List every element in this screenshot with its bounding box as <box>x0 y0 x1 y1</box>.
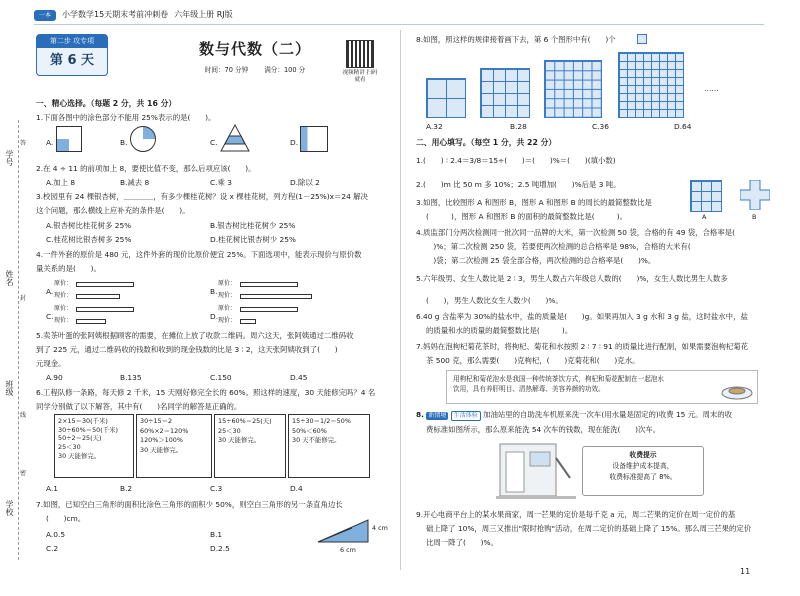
fill-question-5-line1: 5.六年级男、女生人数比是 2 ∶ 3，男生人数占六年级总人数的( )%，女生人数比男生人数多 <box>416 274 728 283</box>
q8-pattern-figure <box>618 52 684 118</box>
grade-label: 六年级上册 RJ版 <box>174 10 233 19</box>
q8-pattern-figure <box>544 60 602 118</box>
margin-mark: 答 <box>20 140 27 147</box>
q8-option-c[interactable]: C.36 <box>592 122 609 131</box>
q6-card2-line: 30÷15＝2 <box>140 417 173 425</box>
q6-card3-line: 15÷60%＝25(天) <box>218 417 272 425</box>
q4c-original-label: 原价： <box>54 305 73 312</box>
stage-step: 第二步 攻专项 <box>37 35 107 48</box>
fill-question-1: 1.( ) ∶ 2.4＝3/8＝15÷( )＝( )%＝( )(填小数) <box>416 156 616 165</box>
q4c-current-label: 现价： <box>54 317 73 324</box>
column-divider <box>400 30 401 570</box>
q4b-current-bar <box>240 294 312 299</box>
fill-question-2: 2.( )m 比 50 m 多 10%；2.5 吨增加( )%后是 3 吨。 <box>416 180 621 189</box>
binding-margin <box>0 0 30 596</box>
q4a-current-bar <box>76 294 120 299</box>
q7-option-a[interactable]: A.0.5 <box>46 530 66 539</box>
question-4-line1: 4.一件外套的原价是 480 元，这件外套的现价比原价便宜 25%。下面选项中，能表示现价与原价数 <box>36 250 362 259</box>
fill-question-9-line2: 础上降了 10%，周三又推出"限时抢购"活动，在周二定价的基础上降了 15%。那么周三芒果的定价 <box>426 524 752 533</box>
fill-question-3-line2: ( )，图形 A 和图形 B 的面积的最简整数比是( )。 <box>426 212 628 221</box>
fill-question-4-line1: 4.质监部门分两次检测同一批次同一品牌的大米，第一次检测 50 袋，合格的有 49 袋，合格率是( <box>416 228 750 237</box>
tea-note-line: 用枸杞和菊花泡水是我国一种传统茶饮方式，枸杞和菊花配制在一起泡水 <box>453 375 664 383</box>
question-5-line1: 5.卖茶叶蛋的张阿姨根据顾客的需要，在摊位上放了收款二维码。周六这天，张阿姨通过二维码收 <box>36 331 354 340</box>
question-3-line2: 这个问题，那么横线上应补充的条件是( )。 <box>36 206 190 215</box>
q6-card1-line: 2×15＝30(千米) <box>58 417 108 425</box>
q8-option-d[interactable]: D.64 <box>674 122 692 131</box>
q6-card3-line: 30 天能修完。 <box>218 436 261 445</box>
cut-line <box>18 120 19 560</box>
q4d-current-label: 现价： <box>218 317 237 324</box>
fee-notice-card <box>582 446 704 496</box>
q6-card1-line: 30 天能修完。 <box>58 451 101 460</box>
q8-option-b[interactable]: B.28 <box>510 122 527 131</box>
q6-solution-card <box>214 414 286 478</box>
exam-meta <box>160 66 350 74</box>
q6-card2-line: 30 天能修完。 <box>140 445 183 454</box>
fill-question-4-line3: )袋；第二次检测 25 袋全部合格，两次检测的总合格率是( )%。 <box>426 256 656 265</box>
margin-student-number: 学号 <box>5 150 14 166</box>
q4c-current-bar <box>76 319 106 324</box>
teacup-icon <box>720 385 754 401</box>
margin-mark: 线 <box>20 412 27 419</box>
qr-caption: 视频精讲 扫码就看 <box>342 70 378 83</box>
margin-class: 班级 <box>5 380 14 396</box>
fill-question-8-text: 加油站里的自助洗车机原来洗一次车(用水量是固定的)收费 15 元。周末的收 <box>483 410 733 419</box>
fill-question-7-line1: 7.妈妈在泡枸杞菊花茶时，将枸杞、菊花和水按照 2 ∶ 7 ∶ 91 的质量比进行配制，如果需要泡枸杞菊花 <box>416 342 749 351</box>
margin-mark: 密 <box>20 470 27 477</box>
section-choice-heading: 一、精心选择。（每题 2 分，共 16 分） <box>36 99 177 108</box>
q5-option-c[interactable]: C.150 <box>210 373 232 382</box>
q7-triangle-figure <box>316 518 372 546</box>
q8-ellipsis: …… <box>704 84 719 93</box>
q4a-original-label: 原价： <box>54 280 73 287</box>
q1-option-b[interactable]: B. <box>120 138 128 147</box>
q7-base-label: 6 cm <box>340 546 356 554</box>
margin-mark: 封 <box>20 295 27 302</box>
margin-school: 学校 <box>5 500 14 516</box>
q6-solution-card <box>288 414 370 478</box>
q4-option-d[interactable]: D. <box>210 312 219 321</box>
q1-figure-d <box>300 126 328 152</box>
q3-figure-b-label: B <box>752 213 757 221</box>
q3-figure-b <box>740 180 770 210</box>
new-context-tag: 新情境 <box>428 412 447 419</box>
stage-day: 第 6 天 <box>49 53 95 68</box>
q3-option-b[interactable]: B.银杏树比桂花树少 25% <box>210 221 296 230</box>
page-number: 11 <box>740 567 751 576</box>
question-6-line2: 同学分别做了以下解答，其中有( )名同学的解答是正确的。 <box>36 402 242 411</box>
q5-option-a[interactable]: A.90 <box>46 373 63 382</box>
fee-notice-title: 收费提示 <box>629 451 657 459</box>
tea-info-box <box>446 370 758 404</box>
q5-option-b[interactable]: B.135 <box>120 373 142 382</box>
fill-question-3-line1: 3.如图，比较图形 A 和图形 B，图形 A 和图形 B 的周长的最简整数比是 <box>416 198 652 207</box>
q2-option-c[interactable]: C.乘 3 <box>210 178 232 187</box>
question-8: 8.如图，照这样的规律接着画下去，第 6 个图形中有( )个 <box>416 35 616 44</box>
qr-code-icon[interactable] <box>346 40 374 68</box>
q8-option-a[interactable]: A.32 <box>426 122 443 131</box>
question-2: 2.在 4 ÷ 11 的前项加上 8，要使比值不变，那么后项应该( )。 <box>36 164 256 173</box>
question-5-line2: 到了 225 元，通过二维码收的钱数和收到的现金钱数的比是 3 ∶ 2，这天张阿姨收到了( ) <box>36 345 338 354</box>
q2-option-b[interactable]: B.减去 8 <box>120 178 150 187</box>
q6-option-c[interactable]: C.3 <box>210 484 223 493</box>
q4c-original-bar <box>76 307 134 312</box>
question-7-line2: ( )cm。 <box>46 514 86 523</box>
series-title: 小学数学15天期末考前冲刺卷 <box>62 10 169 19</box>
q1-option-c[interactable]: C. <box>210 138 218 147</box>
tea-note-line: 饮用，具有养肝明目、清热解毒、美容养颜的功效。 <box>453 384 605 393</box>
q7-option-b[interactable]: B.1 <box>210 530 223 539</box>
q6-option-a[interactable]: A.1 <box>46 484 58 493</box>
q6-card1-line: 50÷2＝25(天) <box>58 434 102 443</box>
q6-option-b[interactable]: B.2 <box>120 484 133 493</box>
car-wash-machine-illustration <box>496 438 576 500</box>
q4b-original-label: 原价： <box>218 280 237 287</box>
fee-notice-line: 收费标准提高了 8%。 <box>609 472 677 481</box>
fill-question-4-line2: )%；第二次检测 250 袋，若要使两次检测的总合格率是 98%，合格的大米有( <box>426 242 706 251</box>
q6-option-d[interactable]: D.4 <box>290 484 303 493</box>
unit-square-icon <box>637 34 647 44</box>
question-7-line1: 7.如图，已知空白三角形的面积比涂色三角形的面积少 50%，则空白三角形的另一条直角边长 <box>36 500 343 509</box>
q4b-original-bar <box>240 282 298 287</box>
q6-card2-line: 120%＞100% <box>140 436 183 445</box>
q7-height-label: 4 cm <box>372 524 388 532</box>
fill-question-9-line1: 9.开心电商平台上的某水果商家，周一芒果的定价是每千克 a 元，周二芒果的定价在周一定价的基 <box>416 510 736 519</box>
fill-question-8-line1: 8. 新情境 生活体验 加油站里的自助洗车机原来洗一次车(用水量是固定的)收费 15 元。周末的收 <box>416 410 733 419</box>
q4a-current-label: 现价： <box>54 292 73 299</box>
q4-option-c[interactable]: C. <box>46 312 54 321</box>
q4d-original-bar <box>240 307 298 312</box>
q3-figure-a <box>690 180 722 212</box>
q1-figure-b <box>130 126 156 152</box>
fill-question-6-line2: 的质量和水的质量的最简整数比是( )。 <box>426 326 573 335</box>
q1-figure-a <box>56 126 82 152</box>
q4d-current-bar <box>240 319 256 324</box>
question-4-line2: 量关系的是( )。 <box>36 264 101 273</box>
q4d-original-label: 原价： <box>218 305 237 312</box>
life-experience-tag: 生活体验 <box>451 411 481 421</box>
q6-card1-line: 25＜30 <box>58 442 81 451</box>
fill-question-9-line3: 比周一降了( )%。 <box>426 538 498 547</box>
q3-figure-a-label: A <box>702 213 707 221</box>
q1-option-d[interactable]: D. <box>290 138 299 147</box>
q2-option-a[interactable]: A.加上 8 <box>46 178 76 187</box>
q2-option-d[interactable]: D.除以 2 <box>290 178 320 187</box>
fill-question-6-line1: 6.40 g 含盐率为 30%的盐水中，盐的质量是( )g。如果再加入 3 g 水和 3 g 盐，这时盐水中，盐 <box>416 312 748 321</box>
margin-student-name: 姓名 <box>5 270 14 286</box>
q6-card3-line: 25＜30 <box>218 426 241 435</box>
q1-option-a[interactable]: A. <box>46 138 54 147</box>
q6-card4-line: 15÷30＝1/2＝50% <box>292 417 351 425</box>
time-limit: 时间：70 分钟 <box>204 66 249 74</box>
page-title: 数与代数（二） <box>198 40 311 58</box>
fill-question-7-line2: 茶 500 克，那么需要( )克枸杞，( )克菊花和( )克水。 <box>426 356 640 365</box>
q6-card2-line: 60%×2＝120% <box>140 426 189 435</box>
header-rule <box>34 24 764 25</box>
fill-question-8-line2: 费标准如图所示，那么原来能洗 54 次车的钱数，现在能洗( )次车。 <box>426 425 661 434</box>
question-1: 1.下面各图中的涂色部分不能用 25%表示的是( )。 <box>36 113 216 122</box>
q4a-original-bar <box>76 282 134 287</box>
brand-logo: 一本 <box>34 10 56 21</box>
q7-option-c[interactable]: C.2 <box>46 544 59 553</box>
fill-question-5-line2: ( )，男生人数比女生人数少( )%。 <box>426 296 563 305</box>
q6-card4-line: 50%＜60% <box>292 426 327 435</box>
question-3-line1: 3.校园里有 24 棵银杏树，＿＿＿＿，有多少棵桂花树？设 x 棵桂花树，列方程(1－25%)x＝24 解决 <box>36 192 368 201</box>
q6-solution-card <box>136 414 212 478</box>
q6-card4-line: 30 天不能修完。 <box>292 436 341 445</box>
question-5-line3: 元现金。 <box>36 359 66 368</box>
q3-option-a[interactable]: A.银杏树比桂花树多 25% <box>46 221 132 230</box>
q8-pattern-figure <box>426 78 466 118</box>
q7-option-d[interactable]: D.2.5 <box>210 544 230 553</box>
q4-option-a[interactable]: A. <box>46 287 54 296</box>
q3-option-d[interactable]: D.桂花树比银杏树少 25% <box>210 235 296 244</box>
question-6-line1: 6.工程队修一条路，每天修 2 千米，15 天刚好修完全长的 60%。照这样的速度，30 天能修完吗？4 名 <box>36 388 376 397</box>
q5-option-d[interactable]: D.45 <box>290 373 308 382</box>
q8-pattern-figure <box>480 68 530 118</box>
q6-solution-card <box>54 414 134 478</box>
header-bar <box>34 8 233 22</box>
full-score: 满分：100 分 <box>264 66 306 74</box>
q6-card1-line: 30÷60%＝50(千米) <box>58 425 118 434</box>
q1-figure-c <box>220 124 250 152</box>
section-fill-heading: 二、用心填写。（每空 1 分，共 22 分） <box>416 138 557 147</box>
q4b-current-label: 现价： <box>218 292 237 299</box>
q3-option-c[interactable]: C.桂花树比银杏树多 25% <box>46 235 132 244</box>
fee-notice-line: 设备维护成本提高， <box>612 461 674 470</box>
stage-badge <box>36 34 108 76</box>
q4-option-b[interactable]: B. <box>210 287 218 296</box>
